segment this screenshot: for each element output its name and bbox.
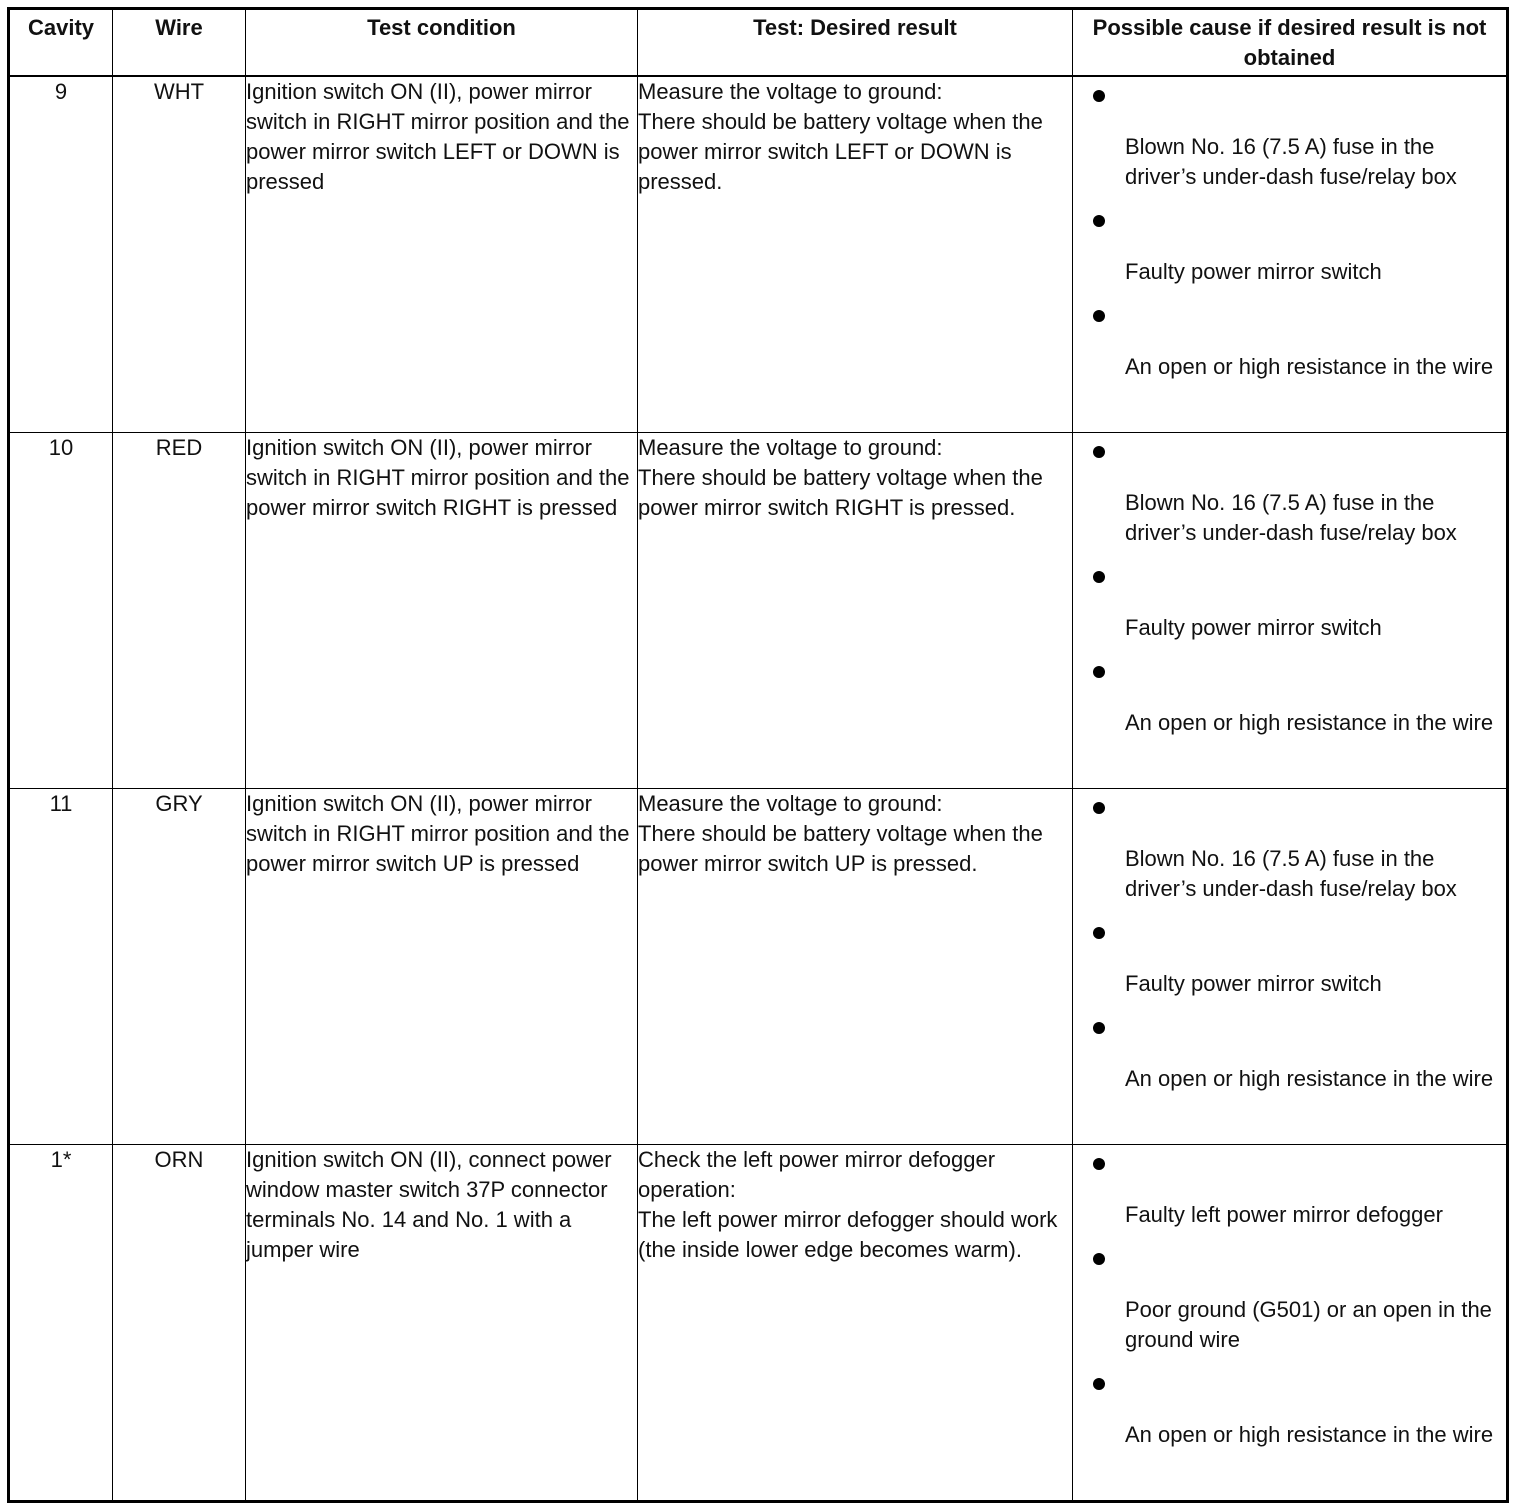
table-row — [9, 433, 1508, 789]
cause-text: An open or high resistance in the wire — [1125, 1422, 1494, 1447]
list-item — [1073, 653, 1506, 748]
cause-text: Blown No. 16 (7.5 A) fuse in the driver’s under-dash fuse/relay box — [1125, 846, 1457, 901]
cause-text: An open or high resistance in the wire — [1125, 1066, 1494, 1091]
bullet-icon — [1093, 446, 1105, 458]
cause-list — [1073, 1145, 1506, 1460]
bullet-icon — [1093, 927, 1105, 939]
cause-text: Faulty power mirror switch — [1125, 259, 1382, 284]
header-cavity: Cavity — [9, 9, 113, 77]
wire-cell: WHT — [113, 76, 246, 433]
bullet-icon — [1093, 1158, 1105, 1170]
test-condition-cell: Ignition switch ON (II), power mirror switch in RIGHT mirror position and the power mirror switch RIGHT is pressed — [246, 433, 638, 789]
cause-text: An open or high resistance in the wire — [1125, 354, 1494, 379]
header-test-condition: Test condition — [246, 9, 638, 77]
wire-cell: RED — [113, 433, 246, 789]
test-condition-cell: Ignition switch ON (II), power mirror switch in RIGHT mirror position and the power mirror switch UP is pressed — [246, 789, 638, 1145]
bullet-icon — [1093, 1378, 1105, 1390]
list-item — [1073, 1009, 1506, 1104]
cause-text: Blown No. 16 (7.5 A) fuse in the driver’s under-dash fuse/relay box — [1125, 490, 1457, 545]
cause-list — [1073, 77, 1506, 392]
table-row — [9, 1145, 1508, 1502]
cavity-cell: 10 — [9, 433, 113, 789]
header-possible-cause: Possible cause if desired result is not obtained — [1073, 9, 1508, 77]
possible-cause-cell — [1073, 433, 1508, 789]
list-item — [1073, 789, 1506, 914]
cavity-cell: 11 — [9, 789, 113, 1145]
desired-result-cell: Measure the voltage to ground: There should be battery voltage when the power mirror switch LEFT or DOWN is pressed. — [638, 76, 1073, 433]
wire-cell: GRY — [113, 789, 246, 1145]
possible-cause-cell — [1073, 789, 1508, 1145]
header-wire: Wire — [113, 9, 246, 77]
cause-text: Poor ground (G501) or an open in the ground wire — [1125, 1297, 1492, 1352]
desired-result-cell: Measure the voltage to ground: There should be battery voltage when the power mirror switch UP is pressed. — [638, 789, 1073, 1145]
cavity-cell: 9 — [9, 76, 113, 433]
list-item — [1073, 558, 1506, 653]
list-item — [1073, 1145, 1506, 1240]
header-row — [9, 9, 1508, 77]
bullet-icon — [1093, 802, 1105, 814]
list-item — [1073, 1365, 1506, 1460]
possible-cause-cell — [1073, 76, 1508, 433]
bullet-icon — [1093, 666, 1105, 678]
list-item — [1073, 77, 1506, 202]
bullet-icon — [1093, 90, 1105, 102]
cause-text: Faulty power mirror switch — [1125, 615, 1382, 640]
connector-test-table — [7, 7, 1509, 1503]
bullet-icon — [1093, 310, 1105, 322]
list-item — [1073, 297, 1506, 392]
bullet-icon — [1093, 1253, 1105, 1265]
cavity-cell: 1* — [9, 1145, 113, 1502]
table-row — [9, 789, 1508, 1145]
test-condition-cell: Ignition switch ON (II), connect power window master switch 37P connector terminals No. 14 and No. 1 with a jumper wire — [246, 1145, 638, 1502]
cause-text: Faulty power mirror switch — [1125, 971, 1382, 996]
test-condition-cell: Ignition switch ON (II), power mirror switch in RIGHT mirror position and the power mirror switch LEFT or DOWN is pressed — [246, 76, 638, 433]
desired-result-cell: Measure the voltage to ground: There should be battery voltage when the power mirror switch RIGHT is pressed. — [638, 433, 1073, 789]
list-item — [1073, 433, 1506, 558]
list-item — [1073, 914, 1506, 1009]
cause-list — [1073, 433, 1506, 748]
list-item — [1073, 202, 1506, 297]
cause-text: Faulty left power mirror defogger — [1125, 1202, 1443, 1227]
cause-text: Blown No. 16 (7.5 A) fuse in the driver’s under-dash fuse/relay box — [1125, 134, 1457, 189]
bullet-icon — [1093, 571, 1105, 583]
table-row — [9, 76, 1508, 433]
cause-text: An open or high resistance in the wire — [1125, 710, 1494, 735]
possible-cause-cell — [1073, 1145, 1508, 1502]
bullet-icon — [1093, 215, 1105, 227]
cause-list — [1073, 789, 1506, 1104]
header-desired-result: Test: Desired result — [638, 9, 1073, 77]
wire-cell: ORN — [113, 1145, 246, 1502]
desired-result-cell: Check the left power mirror defogger operation: The left power mirror defogger should work (the inside lower edge becomes warm). — [638, 1145, 1073, 1502]
bullet-icon — [1093, 1022, 1105, 1034]
list-item — [1073, 1240, 1506, 1365]
